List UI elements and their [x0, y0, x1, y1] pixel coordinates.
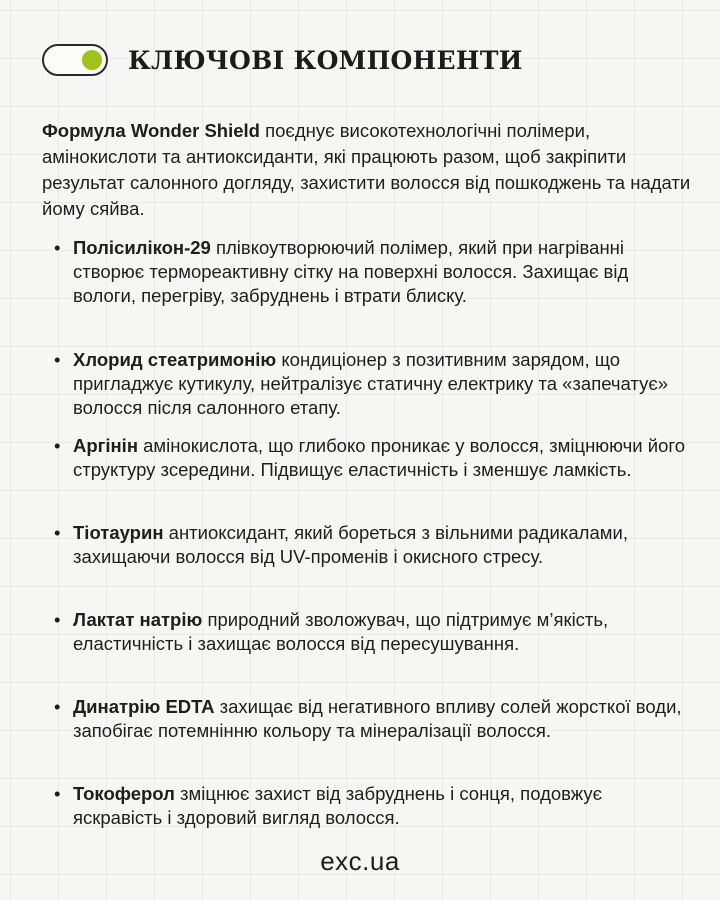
list-item	[42, 782, 690, 830]
header	[42, 40, 523, 80]
page-title: КЛЮЧОВІ КОМПОНЕНТИ	[128, 45, 523, 75]
footer-site-url[interactable]: exc.ua	[320, 846, 400, 876]
ingredient-desc: плівкоутворюючий полімер, який при нагріванні створює термореактивну сітку на поверхні волосся. Захищає від вологи, перегріву, забруднень і втрати блиску.	[73, 237, 629, 306]
bullet: •	[54, 783, 61, 804]
bullet: •	[54, 435, 61, 456]
ingredient-desc: захищає від негативного впливу солей жорсткої води, запобігає потемнінню кольору та мінералізації волосся.	[73, 696, 682, 741]
ingredient-name: Тіотаурин	[73, 522, 164, 543]
ingredient-name: Хлорид стеатримонію	[73, 349, 277, 370]
bullet: •	[54, 696, 61, 717]
bullet: •	[54, 349, 61, 370]
intro-brand: Формула Wonder Shield	[42, 120, 260, 141]
list-item	[42, 348, 690, 420]
list-item	[42, 434, 690, 482]
intro-text: поєднує високотехнологічні полімери, амінокислоти та антиоксиданти, які працюють разом, щоб закріпити результат салонного догляду, захистити волосся від пошкоджень та надати йому сяйва.	[42, 120, 691, 219]
ingredient-desc: зміцнює захист від забруднень і сонця, подовжує яскравість і здоровий вигляд волосся.	[73, 783, 603, 828]
toggle-switch-icon	[42, 44, 108, 76]
list-item	[42, 521, 690, 569]
ingredient-name: Токоферол	[73, 783, 175, 804]
ingredient-name: Лактат натрію	[73, 609, 203, 630]
intro-paragraph	[42, 118, 692, 222]
toggle-knob	[82, 50, 102, 70]
list-item	[42, 608, 690, 656]
ingredient-desc: кондиціонер з позитивним зарядом, що пригладжує кутикулу, нейтралізує статичну електрику та «запечатує» волосся після салонного етапу.	[73, 349, 669, 418]
ingredient-desc: природний зволожувач, що підтримує м’якість, еластичність і захищає волосся від пересушування.	[73, 609, 609, 654]
ingredient-name: Аргінін	[73, 435, 138, 456]
ingredient-name: Динатрію EDTA	[73, 696, 215, 717]
ingredient-desc: амінокислота, що глибоко проникає у волосся, зміцнюючи його структуру зсередини. Підвищує еластичність і зменшує ламкість.	[73, 435, 686, 480]
bullet: •	[54, 522, 61, 543]
list-item	[42, 695, 690, 743]
bullet: •	[54, 237, 61, 258]
bullet: •	[54, 609, 61, 630]
list-item	[42, 236, 690, 308]
ingredient-desc: антиоксидант, який бореться з вільними радикалами, захищаючи волосся від UV-променів і окисного стресу.	[73, 522, 628, 567]
ingredient-name: Полісилікон-29	[73, 237, 211, 258]
